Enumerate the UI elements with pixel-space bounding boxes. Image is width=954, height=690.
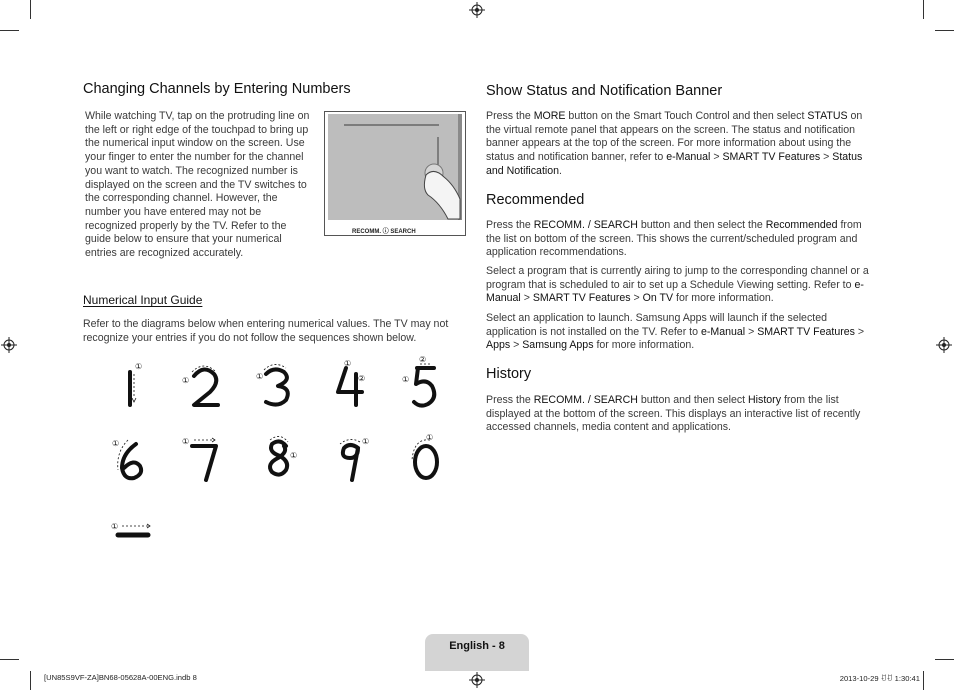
file-slug: [UN85S9VF-ZA]BN68-05628A-00ENG.indb 8 xyxy=(44,673,197,682)
digit-guide-5 xyxy=(400,352,448,410)
step-label: ① xyxy=(112,439,120,448)
date-slug: 2013-10-29 ꀀꀀ 1:30:41 xyxy=(839,674,920,683)
step-label: ① xyxy=(290,451,298,460)
digit-guide-9 xyxy=(328,432,376,484)
numerical-input-guide-heading: Numerical Input Guide xyxy=(83,293,203,307)
digit-guide-0 xyxy=(400,430,448,484)
guide-paragraph: Refer to the diagrams below when entering numerical values. The TV may not recognize your entries if you do not follow the sequences shown below. xyxy=(83,318,449,344)
digit-guide-6 xyxy=(110,432,158,484)
tv-bottom-bar-label: RECOMM. ⓘ SEARCH xyxy=(352,229,416,235)
history-paragraph: Press the RECOMM. / SEARCH button and then select History from the list displayed at the bottom of the screen. This displays an interactive list of recently accessed channels, media content and applications. xyxy=(486,394,861,434)
registration-mark-icon xyxy=(1,337,17,353)
step-label: ① xyxy=(426,433,434,442)
digit-guide-7 xyxy=(180,432,228,484)
digit-guide-2 xyxy=(180,358,228,410)
step-label: ① xyxy=(344,359,352,368)
step-label: ① xyxy=(135,362,143,371)
page-number-tab xyxy=(425,634,529,671)
step-label: ① xyxy=(402,375,410,384)
step-label: ② xyxy=(358,374,366,383)
section-heading-status: Show Status and Notification Banner xyxy=(486,83,723,99)
crop-mark xyxy=(30,671,31,690)
recommended-paragraph-1: Press the RECOMM. / SEARCH button and then select the Recommended from the list on bottom of the screen. This shows the current/scheduled program and application recommendations. xyxy=(486,219,862,259)
intro-paragraph: While watching TV, tap on the protruding line on the left or right edge of the touchpad to bring up the numerical input window on the screen. Use your finger to enter the number for the channel you want to watch. The recognized number is displayed on the screen and the TV switches to the corresponding channel. However, the number you have entered may not be recognized properly by the TV. Refer to the guide below to ensure that your numerical entries are recognized accurately. xyxy=(85,110,310,260)
registration-mark-icon xyxy=(469,672,485,688)
digit-guide-1 xyxy=(115,358,155,410)
registration-mark-icon xyxy=(469,2,485,18)
digit-guide-4 xyxy=(330,356,378,410)
digit-guide-dash xyxy=(110,518,158,542)
crop-mark xyxy=(935,659,954,660)
recommended-paragraph-2: Select a program that is currently airing to jump to the corresponding channel or a program that is scheduled to air to set up a Schedule Viewing setting. Refer to e-Manual > SMART TV Features > On TV for more information. xyxy=(486,265,869,305)
step-label: ① xyxy=(182,437,190,446)
digit-guide-3 xyxy=(254,358,302,410)
step-label: ① xyxy=(182,376,190,385)
crop-mark xyxy=(0,30,19,31)
registration-mark-icon xyxy=(936,337,952,353)
section-heading-changing-channels: Changing Channels by Entering Numbers xyxy=(83,81,351,97)
section-heading-recommended: Recommended xyxy=(486,192,585,208)
crop-mark xyxy=(0,659,19,660)
crop-mark xyxy=(923,671,924,690)
digit-guide-8 xyxy=(256,430,304,484)
status-paragraph: Press the MORE button on the Smart Touch Control and then select STATUS on the virtual remote panel that appears on the screen. The status and notification banner appears at the top of the screen. For more information about using the status and notification banner, refer to e-Manual > SMART TV Features > Status and Notification. xyxy=(486,110,863,177)
tv-screen-illustration xyxy=(324,111,466,236)
crop-mark xyxy=(923,0,924,19)
page-number: English - 8 xyxy=(449,640,505,652)
crop-mark xyxy=(30,0,31,19)
recommended-paragraph-3: Select an application to launch. Samsung Apps will launch if the selected application is not installed on the TV. Refer to e-Manual > SMART TV Features > Apps > Samsung Apps for more information. xyxy=(486,312,865,352)
step-label: ① xyxy=(256,372,264,381)
section-heading-history: History xyxy=(486,366,532,382)
step-label: ② xyxy=(419,355,427,364)
step-label: ① xyxy=(111,522,119,531)
crop-mark xyxy=(935,30,954,31)
step-label: ① xyxy=(362,437,370,446)
